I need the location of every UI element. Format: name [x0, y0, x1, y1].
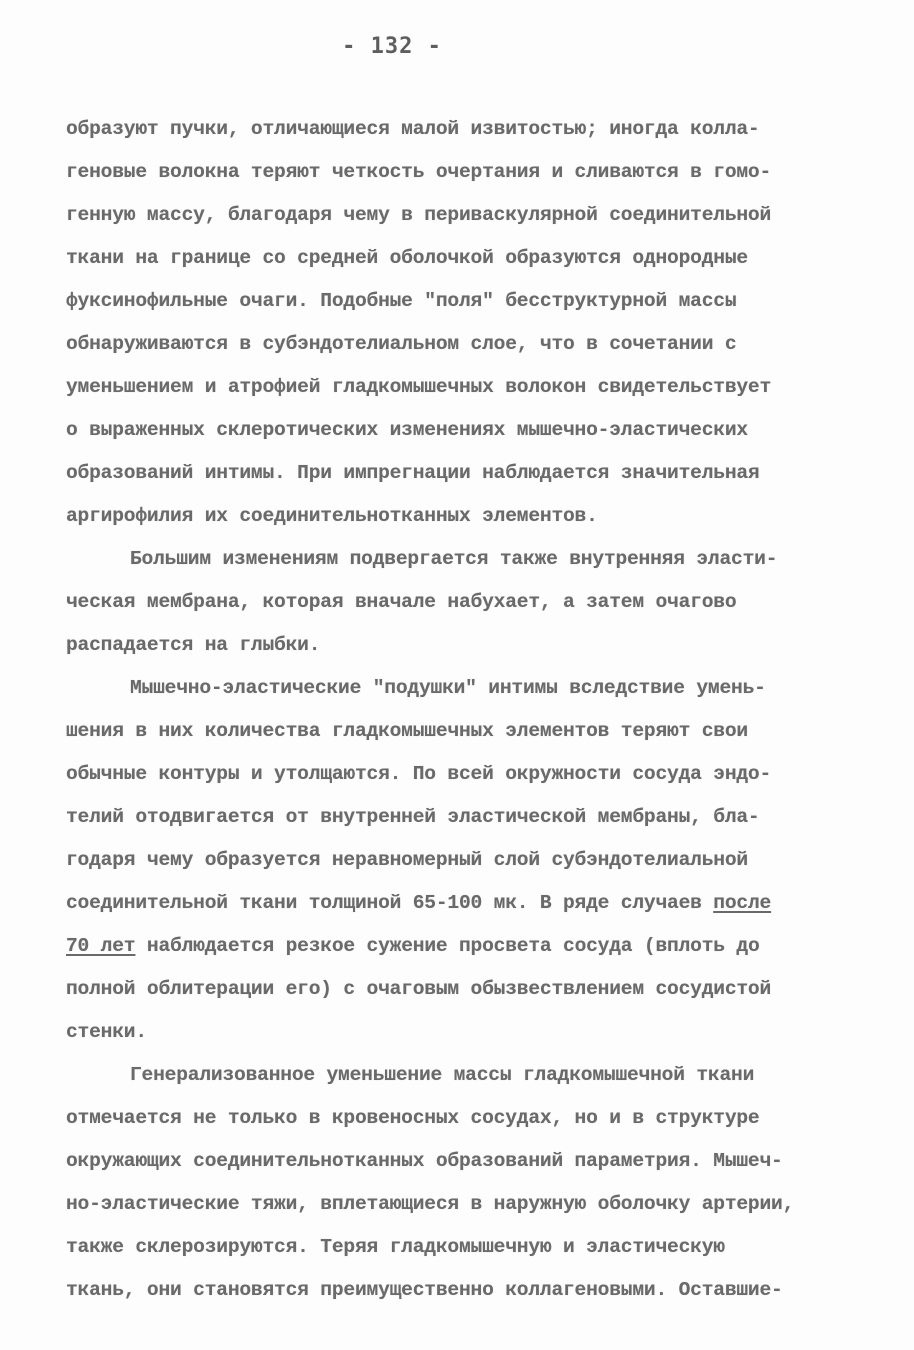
paragraph-first-line: Большим изменениям подвергается также внутренняя эласти- — [130, 548, 778, 570]
text-line: о выраженных склеротических изменениях мышечно-эластических — [66, 419, 748, 441]
text-line — [66, 934, 760, 958]
paragraph-first-line: Мышечно-эластические "подушки" интимы вследствие умень- — [130, 677, 766, 699]
text-line: ткань, они становятся преимущественно коллагеновыми. Оставшие- — [66, 1279, 783, 1301]
text-line: стенки. — [66, 1021, 147, 1043]
underlined-text: после — [713, 892, 772, 914]
text-line: геновые волокна теряют четкость очертания и сливаются в гомо- — [66, 161, 772, 183]
text-line: распадается на глыбки. — [66, 634, 321, 656]
text-line: но-эластические тяжи, вплетающиеся в наружную оболочку артерии, — [66, 1193, 795, 1215]
text-line: также склерозируются. Теряя гладкомышечную и эластическую — [66, 1236, 725, 1258]
text-line: образуют пучки, отличающиеся малой извитостью; иногда колла- — [66, 118, 760, 140]
text-line: обнаруживаются в субэндотелиальном слое, что в сочетании с — [66, 333, 737, 355]
text-line: шения в них количества гладкомышечных элементов теряют свои — [66, 720, 748, 742]
text-line: отмечается не только в кровеносных сосудах, но и в структуре — [66, 1107, 760, 1129]
underlined-text: 70 лет — [66, 935, 136, 957]
text-line: фуксинофильные очаги. Подобные "поля" бесструктурной массы — [66, 290, 737, 312]
text-line: ткани на границе со средней оболочкой образуются однородные — [66, 247, 748, 269]
text-line: уменьшением и атрофией гладкомышечных волокон свидетельствует — [66, 376, 772, 398]
text-span: соединительной ткани толщиной 65-100 мк. В ряде случаев — [66, 892, 714, 914]
page-number: - 132 - — [342, 34, 442, 59]
text-line: генную массу, благодаря чему в периваскулярной соединительной — [66, 204, 772, 226]
text-line: ческая мембрана, которая вначале набухает, а затем очагово — [66, 591, 737, 613]
text-span: наблюдается резкое сужение просвета сосуда (вплоть до — [135, 935, 760, 957]
text-line: образований интимы. При импрегнации наблюдается значительная — [66, 462, 760, 484]
text-line: телий отодвигается от внутренней эластической мембраны, бла- — [66, 806, 760, 828]
text-line: обычные контуры и утолщаются. По всей окружности сосуда эндо- — [66, 763, 772, 785]
text-line — [66, 891, 771, 915]
text-line: окружающих соединительнотканных образований параметрия. Мышеч- — [66, 1150, 783, 1172]
text-line: годаря чему образуется неравномерный слой субэндотелиальной — [66, 849, 748, 871]
text-line: аргирофилия их соединительнотканных элементов. — [66, 505, 598, 527]
text-line: полной облитерации его) с очаговым обызвествлением сосудистой — [66, 978, 772, 1000]
paragraph-first-line: Генерализованное уменьшение массы гладкомышечной ткани — [130, 1064, 755, 1086]
